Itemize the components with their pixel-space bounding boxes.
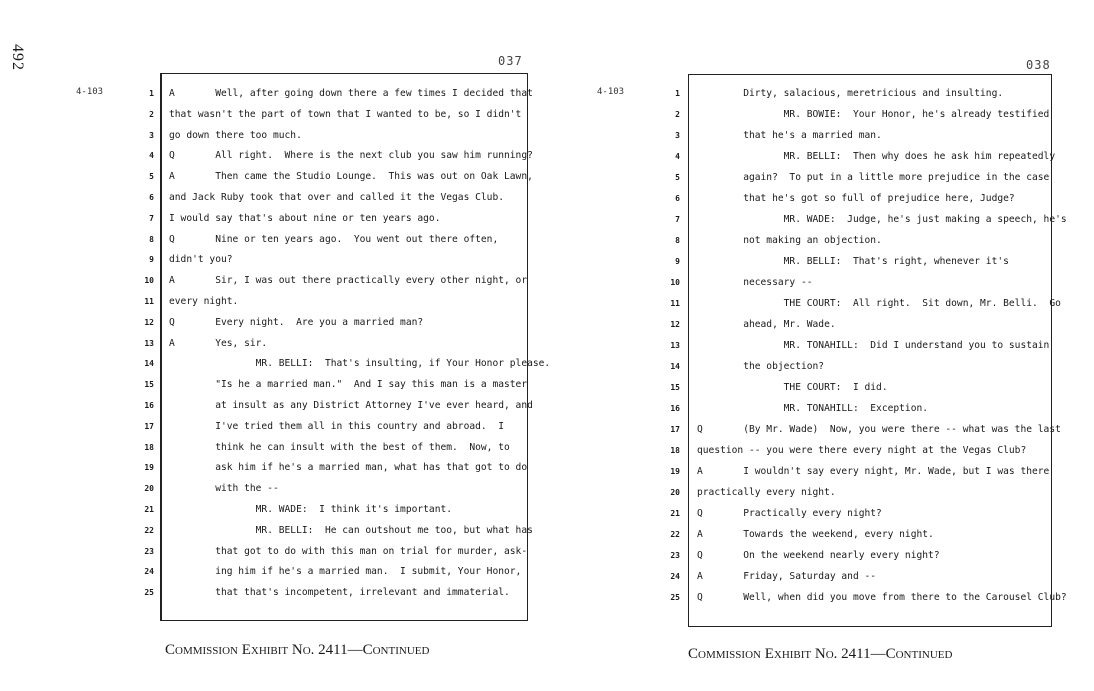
transcript-line: "Is he a married man." And I say this man is a master <box>169 379 528 391</box>
transcript-line: that got to do with this man on trial for murder, ask- <box>169 545 528 557</box>
line-number: 8 <box>675 236 680 245</box>
transcript-line: Q All right. Where is the next club you saw him running? <box>169 150 533 162</box>
line-number: 21 <box>670 509 680 518</box>
line-number: 6 <box>149 193 154 202</box>
line-number: 13 <box>144 338 154 348</box>
transcript-line: with the -- <box>169 483 279 495</box>
line-number: 23 <box>670 551 680 560</box>
line-number: 7 <box>149 213 154 223</box>
line-number: 17 <box>670 425 680 434</box>
line-number: 3 <box>675 131 680 140</box>
transcript-line: Q Well, when did you move from there to the Carousel Club? <box>697 592 1067 603</box>
line-number: 25 <box>670 593 680 602</box>
left-page-stamp: 037 <box>498 54 523 68</box>
line-number: 13 <box>670 341 680 350</box>
transcript-line: question -- you were there every night at the Vegas Club? <box>697 445 1027 456</box>
transcript-line: THE COURT: All right. Sit down, Mr. Belli. Go <box>697 298 1061 309</box>
line-number: 16 <box>144 401 154 410</box>
line-number: 7 <box>675 215 680 224</box>
line-number: 14 <box>144 359 154 369</box>
transcript-line: Dirty, salacious, meretricious and insulting. <box>697 88 1004 99</box>
line-number: 19 <box>144 463 154 473</box>
line-number: 2 <box>675 110 680 119</box>
left-volume-id: 4-103 <box>76 87 104 97</box>
transcript-line: and Jack Ruby took that over and called it the Vegas Club. <box>169 192 505 203</box>
transcript-line: that wasn't the part of town that I wanted to be, so I didn't <box>169 108 522 120</box>
transcript-line: A Friday, Saturday and -- <box>697 571 877 582</box>
transcript-line: the objection? <box>697 361 825 372</box>
line-number: 9 <box>149 255 154 265</box>
line-number: 1 <box>675 89 680 98</box>
transcript-line: that he's a married man. <box>697 130 882 141</box>
transcript-line: I would say that's about nine or ten years ago. <box>169 212 441 224</box>
line-number: 5 <box>149 172 154 182</box>
line-number: 15 <box>670 383 680 392</box>
line-number: 10 <box>670 278 680 287</box>
transcript-line: at insult as any District Attorney I've ever heard, and <box>169 400 533 411</box>
transcript-line: ask him if he's a married man, what has that got to do <box>169 462 528 474</box>
right-page-stamp: 038 <box>1026 58 1051 72</box>
line-number: 8 <box>149 234 154 244</box>
transcript-line: A Towards the weekend, every night. <box>697 529 934 540</box>
line-number: 18 <box>670 446 680 455</box>
line-number: 19 <box>670 467 680 476</box>
transcript-line: Q Nine or ten years ago. You went out there often, <box>169 233 499 245</box>
line-number: 5 <box>675 173 680 182</box>
line-number: 22 <box>144 525 154 535</box>
line-number: 11 <box>144 297 154 306</box>
page-number: 492 <box>9 44 26 71</box>
line-number: 24 <box>144 567 154 577</box>
line-number: 1 <box>149 89 154 98</box>
line-number: 2 <box>149 109 154 119</box>
line-number: 4 <box>149 151 154 161</box>
line-number: 24 <box>670 572 680 581</box>
transcript-line: ing him if he's a married man. I submit, Your Honor, <box>169 566 522 578</box>
transcript-line: think he can insult with the best of them. Now, to <box>169 441 510 453</box>
transcript-line: THE COURT: I did. <box>697 382 888 393</box>
transcript-line: A Then came the Studio Lounge. This was out on Oak Lawn, <box>169 171 533 183</box>
line-number: 14 <box>670 362 680 371</box>
transcript-line: A Well, after going down there a few times I decided that <box>169 88 533 99</box>
transcript-line: MR. BELLI: That's right, whenever it's <box>697 256 1009 267</box>
transcript-line: A Yes, sir. <box>169 337 268 349</box>
transcript-line: MR. TONAHILL: Did I understand you to sustain <box>697 340 1050 351</box>
line-number: 3 <box>149 130 154 140</box>
transcript-line: MR. BELLI: Then why does he ask him repeatedly <box>697 151 1056 162</box>
transcript-line: MR. WADE: I think it's important. <box>169 504 453 515</box>
transcript-line: Q On the weekend nearly every night? <box>697 550 940 561</box>
line-number: 4 <box>675 152 680 161</box>
transcript-line: every night. <box>169 296 239 307</box>
transcript-line: I've tried them all in this country and abroad. I <box>169 420 505 432</box>
transcript-line: MR. BOWIE: Your Honor, he's already testified <box>697 109 1050 120</box>
transcript-line: practically every night. <box>697 487 836 498</box>
transcript-line: MR. BELLI: He can outshout me too, but what has <box>169 524 533 536</box>
line-number: 17 <box>144 421 154 431</box>
line-number: 11 <box>670 299 680 308</box>
line-number: 16 <box>670 404 680 413</box>
transcript-line: MR. WADE: Judge, he's just making a speech, he's <box>697 214 1067 225</box>
transcript-line: go down there too much. <box>169 129 302 141</box>
transcript-line: didn't you? <box>169 254 233 266</box>
transcript-line: Q Practically every night? <box>697 508 882 519</box>
transcript-line: Q (By Mr. Wade) Now, you were there -- what was the last <box>697 424 1061 435</box>
transcript-line: MR. TONAHILL: Exception. <box>697 403 929 414</box>
line-number: 20 <box>670 488 680 497</box>
line-number: 21 <box>144 505 154 514</box>
line-number: 15 <box>144 380 154 390</box>
line-number: 6 <box>675 194 680 203</box>
transcript-line: MR. BELLI: That's insulting, if Your Honor please. <box>169 358 551 370</box>
line-number: 12 <box>144 317 154 327</box>
transcript-line: Q Every night. Are you a married man? <box>169 316 424 328</box>
transcript-line: necessary -- <box>697 277 813 288</box>
line-number: 9 <box>675 257 680 266</box>
line-number: 23 <box>144 546 154 556</box>
transcript-line: ahead, Mr. Wade. <box>697 319 836 330</box>
transcript-line: A Sir, I was out there practically every other night, or <box>169 275 528 287</box>
left-caption: Commission Exhibit No. 2411—Continued <box>165 642 430 658</box>
transcript-line: not making an objection. <box>697 235 882 246</box>
line-number: 12 <box>670 320 680 329</box>
line-number: 20 <box>144 484 154 494</box>
transcript-line: that he's got so full of prejudice here, Judge? <box>697 193 1015 204</box>
line-number: 25 <box>144 588 154 598</box>
line-number: 10 <box>144 276 154 286</box>
right-caption: Commission Exhibit No. 2411—Continued <box>688 646 953 662</box>
line-number: 18 <box>144 442 154 452</box>
transcript-line: again? To put in a little more prejudice in the case <box>697 172 1050 183</box>
transcript-line: that that's incompetent, irrelevant and immaterial. <box>169 587 510 599</box>
transcript-line: A I wouldn't say every night, Mr. Wade, but I was there <box>697 466 1050 477</box>
right-volume-id: 4-103 <box>597 87 625 97</box>
line-number: 22 <box>670 530 680 539</box>
